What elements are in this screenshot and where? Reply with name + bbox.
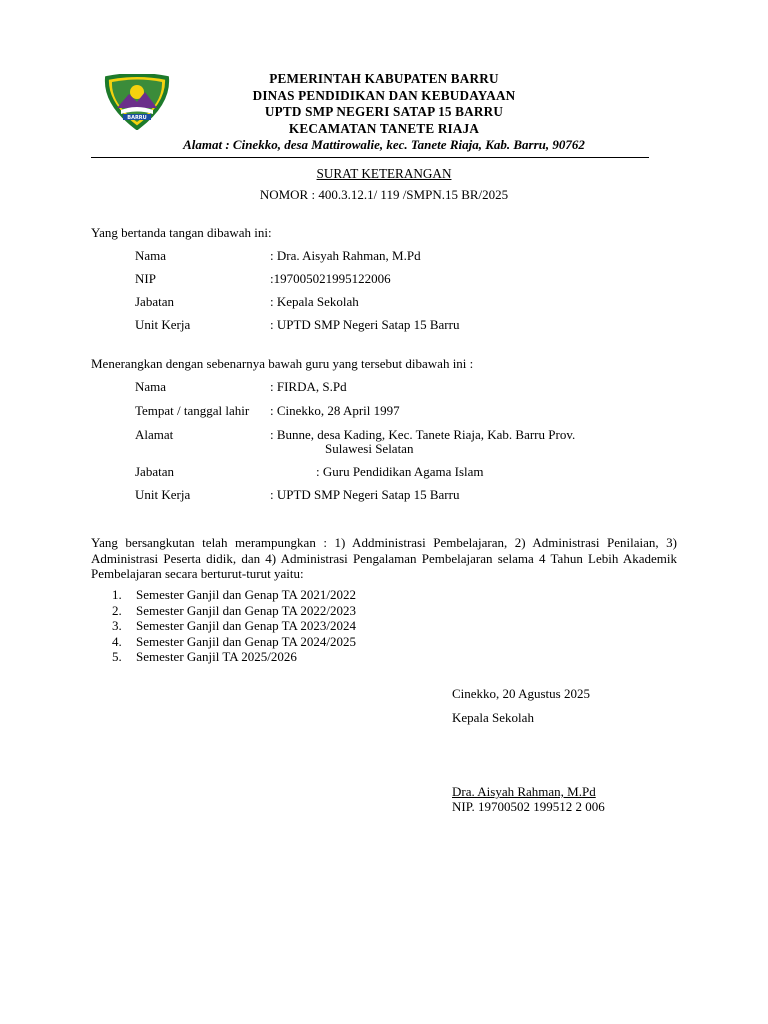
teacher-birth-value: : Cinekko, 28 April 1997 <box>270 403 400 418</box>
signer-position-value: : Kepala Sekolah <box>270 294 359 309</box>
list-item-text: Semester Ganjil dan Genap TA 2024/2025 <box>136 633 357 649</box>
body-paragraph: Yang bersangkutan telah merampungkan : 1) Addministrasi Pembelajaran, 2) Administrasi Penilaian, 3) Administrasi Peserta didik, dan 4) Administrasi Pengalaman Pembelajaran selama 4 Tahun Lebih Akademik Pembelajaran secara berturut-turut yaitu: <box>91 535 677 581</box>
signer-name-value: : Dra. Aisyah Rahman, M.Pd <box>270 248 421 263</box>
signature-name: Dra. Aisyah Rahman, M.Pd <box>452 784 596 799</box>
teacher-name-value: : FIRDA, S.Pd <box>270 379 347 394</box>
signer-unit-label: Unit Kerja <box>135 317 191 332</box>
teacher-address-value-2: Sulawesi Selatan <box>325 441 414 456</box>
document-title: SURAT KETERANGAN <box>316 166 452 181</box>
signer-position-label: Jabatan <box>135 294 174 309</box>
document-number: NOMOR : 400.3.12.1/ 119 /SMPN.15 BR/2025 <box>259 187 509 202</box>
signer-name-label: Nama <box>135 248 167 263</box>
signer-unit-value: : UPTD SMP Negeri Satap 15 Barru <box>270 317 460 332</box>
teacher-address-value-1: : Bunne, desa Kading, Kec. Tanete Riaja, Kab. Barru Prov. <box>270 427 576 442</box>
signer-nip-label: NIP <box>135 271 156 286</box>
letterhead-line-4: KECAMATAN TANETE RIAJA <box>288 121 480 136</box>
teacher-name-label: Nama <box>135 379 167 394</box>
list-item <box>112 618 512 634</box>
intro-signer: Yang bertanda tangan dibawah ini: <box>91 225 272 240</box>
signature-nip: NIP. 19700502 199512 2 006 <box>452 799 605 814</box>
letterhead-line-3: UPTD SMP NEGERI SATAP 15 BARRU <box>264 104 504 119</box>
list-item-number: 5. <box>112 649 122 665</box>
teacher-position-value: : Guru Pendidikan Agama Islam <box>316 464 484 479</box>
letterhead-line-1: PEMERINTAH KABUPATEN BARRU <box>269 71 499 86</box>
signature-place-date: Cinekko, 20 Agustus 2025 <box>452 686 590 701</box>
signature-position: Kepala Sekolah <box>452 710 534 725</box>
list-item-number: 2. <box>112 602 122 618</box>
list-item-text: Semester Ganjil dan Genap TA 2023/2024 <box>136 618 357 634</box>
list-item-number: 4. <box>112 633 122 649</box>
list-item-number: 3. <box>112 618 122 634</box>
teacher-address-label: Alamat <box>135 427 174 442</box>
list-item <box>112 603 512 619</box>
list-item <box>112 587 512 603</box>
list-item <box>112 634 512 650</box>
semester-list <box>112 587 512 665</box>
teacher-unit-value: : UPTD SMP Negeri Satap 15 Barru <box>270 487 460 502</box>
list-item-text: Semester Ganjil TA 2025/2026 <box>136 649 297 665</box>
list-item-number: 1. <box>112 587 122 602</box>
teacher-birth-label: Tempat / tanggal lahir <box>135 403 250 418</box>
list-item-text: Semester Ganjil dan Genap TA 2022/2023 <box>136 602 357 618</box>
list-item-text: Semester Ganjil dan Genap TA 2021/2022 <box>136 587 357 602</box>
intro-teacher: Menerangkan dengan sebenarnya bawah guru yang tersebut dibawah ini : <box>91 356 474 371</box>
teacher-unit-label: Unit Kerja <box>135 487 191 502</box>
letterhead-divider <box>91 157 649 158</box>
logo-text: BARRU <box>127 115 147 121</box>
letterhead-line-2: DINAS PENDIDIKAN DAN KEBUDAYAAN <box>252 88 516 103</box>
list-item <box>112 649 512 665</box>
signer-nip-value: :197005021995122006 <box>270 271 391 286</box>
letterhead-address: Alamat : Cinekko, desa Mattirowalie, kec. Tanete Riaja, Kab. Barru, 90762 <box>183 137 585 152</box>
teacher-position-label: Jabatan <box>135 464 174 479</box>
